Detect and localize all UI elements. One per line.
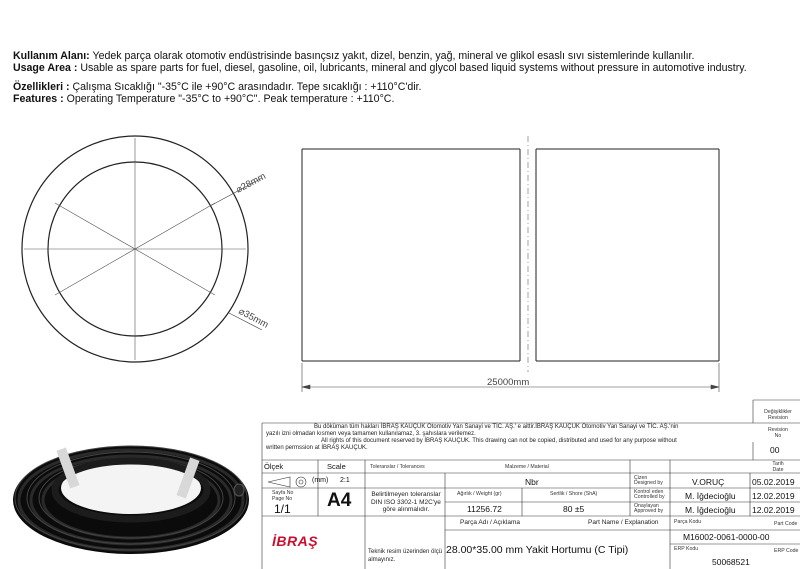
- inner-diameter-label: ⌀28mm: [234, 170, 268, 196]
- copyright-line-1: Bu döküman tüm hakları İBRAŞ KAUÇUK Otomotiv Yan Sanayi ve TİC. AŞ.' e aittir.İBRAŞ KAUÇUK Otomotiv Yan Sanayi ve TİC. AŞ.'nin: [314, 424, 679, 430]
- usage-en-text: Usable as spare parts for fuel, diesel, gasoline, oil, lubricants, mineral and glycol based liquid systems without pressure in automotive industry.: [77, 62, 747, 74]
- length-label: 25000mm: [487, 377, 530, 388]
- part-code-label-en: Part Code: [774, 521, 798, 527]
- erp-label-en: ERP Code: [774, 548, 799, 554]
- controlled-label-en: Controlled by: [634, 494, 665, 500]
- tolerance-line-2: DIN ISO 3302-1 M2C'ye: [371, 498, 441, 506]
- controlled-by: M. İğdecioğlu: [685, 491, 736, 501]
- tolerance-text: [362, 491, 450, 514]
- part-code-label-tr: Parça Kodu: [674, 519, 702, 525]
- hardness-value: 80 ±5: [563, 504, 585, 514]
- approved-by: M. İğdecioğlu: [685, 505, 736, 515]
- features-en-text: Operating Temperature "-35°C to +90°C". Peak temperature : +110°C.: [63, 93, 395, 105]
- weight-label: Ağırlık / Weight (gr): [457, 491, 502, 497]
- usage-tr-text: Yedek parça olarak otomotiv endüstrisinde basınçsız yakıt, dizel, benzin, yağ, mineral ve glikol esaslı sıvı sistemlerinde kullanılır.: [89, 50, 695, 62]
- page-label-en: Page No: [272, 496, 293, 502]
- part-name-label-en: Part Name / Explanation: [588, 519, 659, 526]
- scale-label-tr: Ölçek: [264, 462, 284, 471]
- revision-no-label-tr: Revision: [768, 427, 788, 433]
- designed-label-tr: Çizen: [634, 475, 648, 481]
- controlled-date: 12.02.2019: [752, 491, 795, 501]
- approved-label-en: Approved by: [634, 508, 664, 514]
- projection-symbol-icon: [268, 477, 306, 487]
- designed-by: V.ORUÇ: [692, 477, 725, 487]
- material-label: Malzeme / Material: [505, 464, 549, 470]
- part-name-label-tr: Parça Adı / Açıklama: [460, 519, 520, 526]
- scale-label-en: Scale: [327, 462, 346, 471]
- page-number: 1/1: [274, 502, 291, 516]
- features-tr-text: Çalışma Sıcaklığı "-35°C ile +90°C arasındadır. Tepe sıcaklığı : +110°C'dir.: [69, 81, 422, 93]
- weight-value: 11256.72: [467, 504, 502, 514]
- paper-size: A4: [327, 490, 352, 511]
- revision-no: 00: [770, 445, 780, 455]
- page-label-tr: Sayfa No: [272, 490, 294, 496]
- revision-label-en: Revision: [768, 415, 788, 421]
- unit-label: (mm): [312, 477, 329, 484]
- scale-value: 2:1: [340, 477, 350, 484]
- measurement-note: Teknik resim üzerinden ölçü almayınız.: [368, 549, 443, 563]
- part-name: 28.00*35.00 mm Yakit Hortumu (C Tipi): [446, 544, 629, 556]
- copyright-notice: [266, 424, 678, 452]
- date-label-en: Date: [772, 467, 784, 473]
- usage-en-label: Usage Area :: [13, 62, 78, 74]
- hardness-label: Sertlik / Shore (ShA): [550, 491, 598, 497]
- company-logo: İBRAŞ: [272, 533, 319, 549]
- controlled-label-tr: Kontrol eden: [634, 489, 664, 495]
- approved-date: 12.02.2019: [752, 505, 795, 515]
- copyright-line-3: All rights of this document reserved by İBRAŞ KAUÇUK. This drawing can not be copied, distributed and used for any purpose without: [321, 438, 677, 444]
- hose-photo: [3, 428, 258, 556]
- erp-code: 50068521: [712, 557, 750, 567]
- usage-tr-label: Kullanım Alanı:: [13, 50, 90, 62]
- features-en-label: Features :: [13, 93, 64, 105]
- date-label-tr: Tarih: [772, 461, 784, 467]
- part-code: M16002-0061-0000-00: [683, 532, 770, 542]
- erp-label-tr: ERP Kodu: [674, 546, 699, 552]
- tolerance-line-1: Belirtilmeyen toleranslar: [371, 491, 441, 498]
- center-lines: [24, 138, 246, 360]
- designed-label-en: Designed by: [634, 480, 663, 486]
- revision-label-tr: Değişiklikler: [764, 409, 792, 415]
- approved-label-tr: Onaylayan: [634, 503, 659, 509]
- copyright-line-4: written permssion at İBRAŞ KAUÇUK.: [266, 445, 368, 451]
- features-tr-label: Özellikleri :: [13, 81, 70, 93]
- outer-diameter-label: ⌀35mm: [236, 305, 271, 331]
- designed-date: 05.02.2019: [752, 477, 795, 487]
- tolerance-line-3: göre alınmalıdır.: [382, 506, 430, 513]
- material-value: Nbr: [525, 477, 539, 487]
- revision-no-label-en: No: [774, 433, 782, 439]
- copyright-line-2: yazılı izni olmadan kısmen veya tamamen kullanılamaz, 3. şahıslara verilemez.: [266, 431, 476, 437]
- hose-side-view: [302, 149, 719, 361]
- tolerance-label: Toleranslar / Tolerances: [370, 464, 425, 470]
